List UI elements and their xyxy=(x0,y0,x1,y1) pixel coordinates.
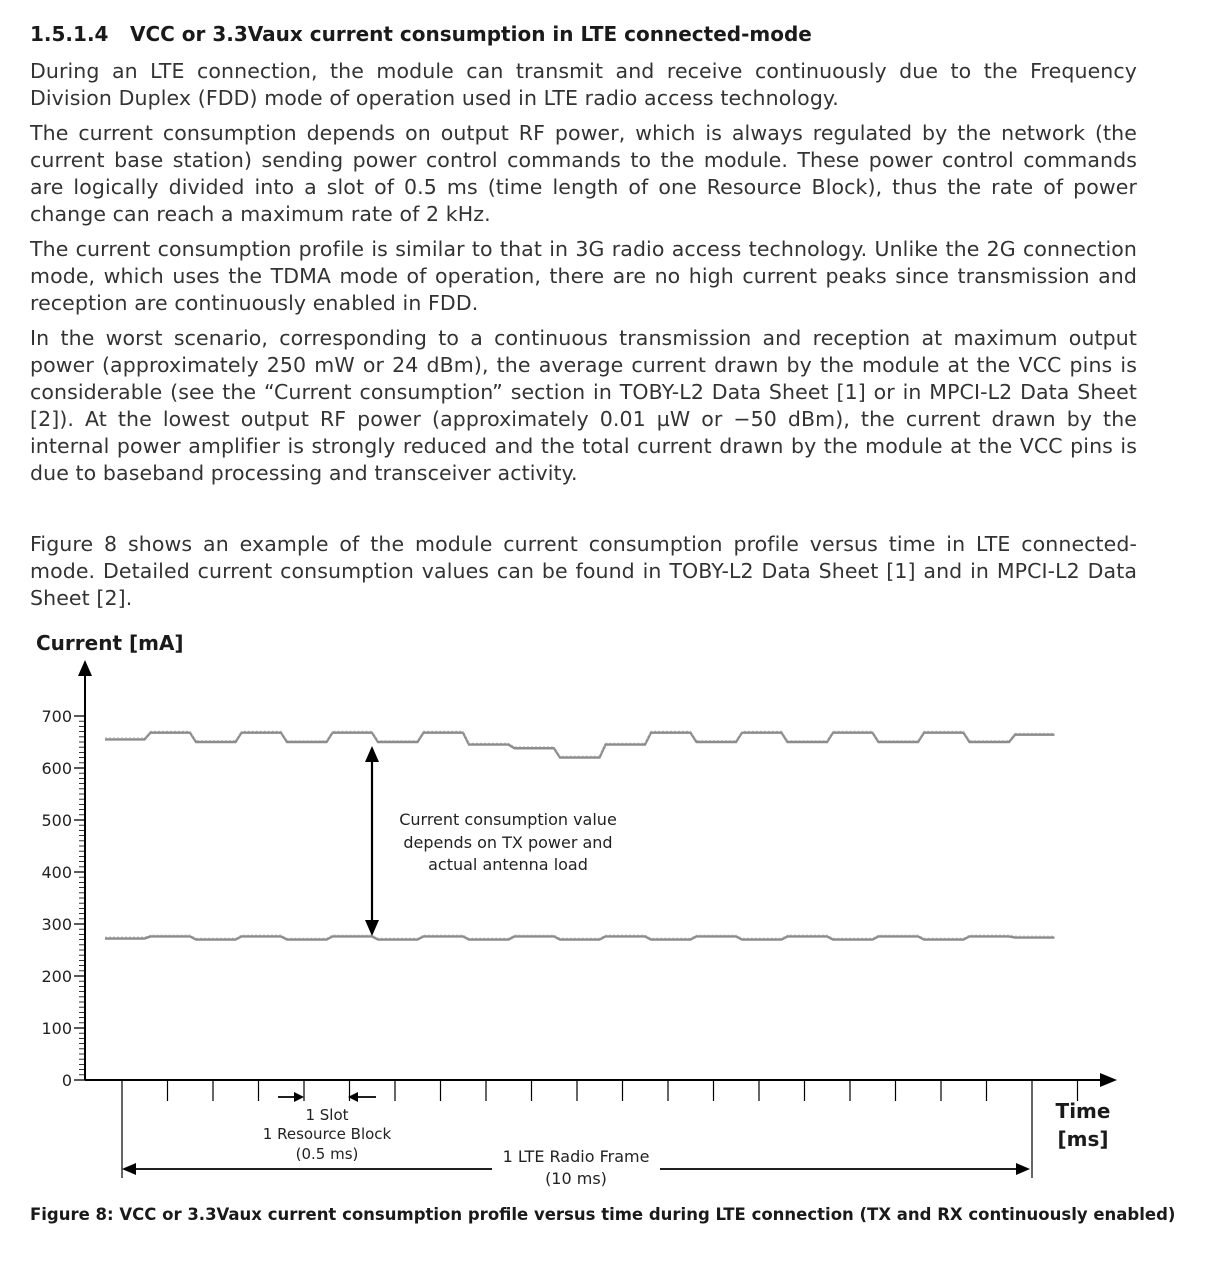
range-arrow-top xyxy=(365,746,379,762)
frame-arrow-right-head xyxy=(1016,1163,1030,1175)
slot-label-line-1: 1 Slot xyxy=(305,1106,349,1124)
x-axis-label-unit: [ms] xyxy=(1057,1127,1109,1151)
y-tick-label: 700 xyxy=(41,707,72,726)
figure-caption: Figure 8: VCC or 3.3Vaux current consumption profile versus time during LTE connection (TX and RX continuously enabled) xyxy=(30,1205,1176,1224)
range-arrow-bottom xyxy=(365,920,379,936)
y-tick-label: 500 xyxy=(41,811,72,830)
y-axis-arrow xyxy=(78,660,92,676)
y-tick-label: 300 xyxy=(41,915,72,934)
series-high-current-texture xyxy=(105,731,1055,756)
y-tick-label: 600 xyxy=(41,759,72,778)
x-axis-arrow xyxy=(1100,1073,1117,1087)
slot-label-line-2: 1 Resource Block xyxy=(262,1125,392,1143)
paragraph-fdd: During an LTE connection, the module can transmit and receive continuously due to the Frequency Division Duplex (FDD) mode of operation used in LTE radio access technology. xyxy=(30,59,1137,110)
paragraph-worst-scenario: In the worst scenario, corresponding to a continuous transmission and reception at maximum output power (approximately 250 mW or 24 dBm), the average current drawn by the module at the VCC pins is considerable (see the “Current consumption” section in TOBY-L2 Data Sheet [1] or in MPCI-L2 Data Sheet [2]). At the lowest output RF power (approximately 0.01 µW or −50 dBm), the current drawn by the internal power amplifier is strongly reduced and the total current drawn by the module at the VCC pins is due to baseband processing and transceiver activity. xyxy=(30,326,1137,485)
paragraph-figure-intro: Figure 8 shows an example of the module current consumption profile versus time in LTE connected-mode. Detailed current consumption values can be found in TOBY-L2 Data Sheet [1] and in MPCI-L2 Data Sheet [2]. xyxy=(30,532,1137,610)
series-high-current xyxy=(105,733,1055,758)
paragraph-profile: The current consumption profile is similar to that in 3G radio access technology. Unlike the 2G connection mode, which uses the TDMA mode of operation, there are no high current peaks since transmission and reception are continuously enabled in FDD. xyxy=(30,237,1137,315)
y-tick-label: 100 xyxy=(41,1019,72,1038)
section-heading xyxy=(30,22,812,46)
frame-label-line-1: 1 LTE Radio Frame xyxy=(502,1147,650,1166)
frame-arrow-left-head xyxy=(122,1163,136,1175)
annotation-line-2: depends on TX power and xyxy=(403,833,613,852)
annotation-line-1: Current consumption value xyxy=(399,810,617,829)
x-axis-label-time: Time xyxy=(1055,1099,1111,1123)
slot-arrow-left-head xyxy=(294,1092,304,1102)
current-consumption-chart xyxy=(0,620,1207,1200)
annotation-line-3: actual antenna load xyxy=(428,855,588,874)
y-tick-label: 400 xyxy=(41,863,72,882)
section-title: VCC or 3.3Vaux current consumption in LTE connected-mode xyxy=(130,22,812,46)
y-ticks xyxy=(41,707,85,1090)
paragraph-power-control: The current consumption depends on output RF power, which is always regulated by the network (the current base station) sending power control commands to the module. These power control commands are logically divided into a slot of 0.5 ms (time length of one Resource Block), thus the rate of power change can reach a maximum rate of 2 kHz. xyxy=(30,121,1137,226)
y-axis-label: Current [mA] xyxy=(36,631,184,655)
slot-label-line-3: (0.5 ms) xyxy=(295,1145,359,1163)
frame-label-line-2: (10 ms) xyxy=(545,1169,607,1188)
section-number: 1.5.1.4 xyxy=(30,22,109,46)
y-tick-label: 0 xyxy=(61,1071,72,1090)
y-tick-label: 200 xyxy=(41,967,72,986)
